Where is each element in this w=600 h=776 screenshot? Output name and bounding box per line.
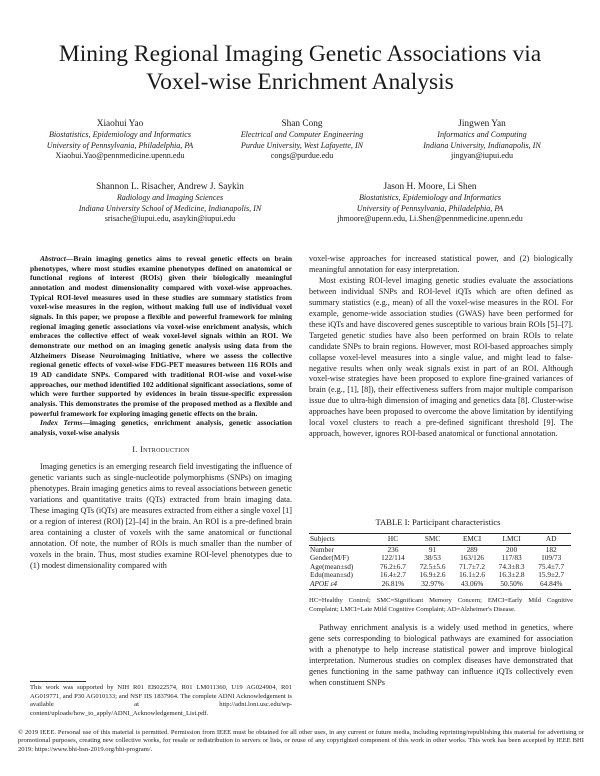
table-header-row bbox=[309, 534, 571, 546]
table-cell: 76.2±6.7 bbox=[380, 561, 406, 571]
right-column bbox=[309, 254, 573, 440]
table-cell: 16.9±2.6 bbox=[419, 570, 446, 580]
table-cell: Gender(M/F) bbox=[310, 553, 349, 563]
table-header-cell: AD bbox=[531, 534, 571, 546]
author-block-5 bbox=[320, 181, 540, 225]
paper-title bbox=[20, 40, 580, 96]
table-cell: Age(mean±sd) bbox=[310, 561, 354, 571]
author-institution: University of Pennsylvania, Philadelphia, PA bbox=[46, 140, 194, 150]
author-name: Jingwen Yan bbox=[458, 119, 506, 129]
table-cell: 26.81% bbox=[373, 580, 413, 589]
table-cell: 43.06% bbox=[452, 580, 492, 589]
right-paragraph-1: voxel-wise approaches for increased statistical power, and (2) biologically meaningful annotation for easy interpretation. bbox=[309, 254, 573, 274]
author-dept: Informatics and Computing bbox=[437, 130, 527, 139]
table-cell: 91 bbox=[428, 544, 437, 554]
copyright-notice: © 2019 IEEE. Personal use of this material is permitted. Permission from IEEE must be obtained for all other uses, in any current or future media, including reprinting/republishing this material for advertising or promotional purposes, creating new collective works, for resale or redistribution to servers or lists, or reuse of any copyrighted component of this work in other works. This work has been accepted by IEEE BHI 2019: https://www.bhi-bsn-2019.org/bhi-program/. bbox=[18, 729, 584, 753]
table-cell: 182 bbox=[545, 544, 557, 554]
author-email[interactable]: congs@purdue.edu bbox=[270, 151, 334, 161]
author-block-2 bbox=[212, 118, 392, 162]
table-cell: 38/53 bbox=[424, 553, 441, 563]
table-row bbox=[309, 580, 571, 589]
author-name: Shan Cong bbox=[281, 119, 323, 129]
table-header-cell: Subjects bbox=[309, 534, 373, 546]
table-cell: 50.50% bbox=[492, 580, 532, 589]
left-column bbox=[30, 254, 292, 572]
abstract-label: Abstract bbox=[40, 254, 66, 263]
author-dept: Biostatistics, Epidemiology and Informatics bbox=[48, 130, 192, 139]
table-cell: 74.3±8.3 bbox=[498, 561, 525, 571]
table-cell: 236 bbox=[387, 544, 399, 554]
table-cell: 16.1±2.6 bbox=[459, 570, 486, 580]
table-header-cell: LMCI bbox=[492, 534, 532, 546]
author-email[interactable]: srisache@iupui.edu, asaykin@iupui.edu bbox=[104, 214, 236, 224]
intro-paragraph-1: Imaging genetics is an emerging research field investigating the influence of genetic variants such as single-nucleotide polymorphisms (SNPs) on imaging phenotypes. Brain imaging genetics aims to reveal associations between genetic variations and quantitative traits (QTs) extracted from brain imaging data. These imaging QTs (iQTs) are measures extracted from either a single voxel [1] or a region of interest (ROI) [2]–[4] in the brain. An ROI is a pre-defined brain area containing a cluster of voxels with the same anatomical or functional annotation. Of note, the number of ROIs is much smaller than the number of voxels in the brain. Thus, most studies examine ROI-level phenotypes due to (1) modest dimensionality compared with bbox=[30, 462, 292, 570]
table-cell: 32.97% bbox=[413, 580, 453, 589]
right-column-lower bbox=[309, 623, 573, 689]
table-cell: 122/114 bbox=[381, 553, 405, 563]
title-line-1: Mining Regional Imaging Genetic Associations via bbox=[58, 41, 542, 67]
title-line-2: Voxel-wise Enrichment Analysis bbox=[146, 69, 454, 95]
table-cell: Number bbox=[310, 544, 334, 554]
right-paragraph-2: Most existing ROI-level imaging genetic studies evaluate the associations between individual SNPs and ROI-level iQTs which are often defined as summary statistics (e.g., mean) of all the voxel-wise measures in the ROI. For example, genome-wide association studies (GWAS) have been performed for these iQTs and have discovered genes susceptible to various brain ROIs [5]–[7]. Targeted genetic studies have also been performed on brain ROIs to relate candidate SNPs to brain regions. However, most ROI-based approaches simply collapse voxel-level measures into a single value, and might lead to false-negative results when only weak signals exist in part of an ROI. Although voxel-wise strategies have been proposed to explore fine-grained variances of brain (e.g., [1], [8]), their effectiveness suffers from major multiple comparison issue due to ultra-high dimension of imaging and genetics data [8]. Cluster-wise approaches have been proposed to overcome the above limitation by identifying local voxel clusters to reach a pre-defined significant threshold [9]. The approach, however, ignores ROI-based anatomical or functional annotation. bbox=[309, 275, 573, 439]
footnote: This work was supported by NIH R01 EB022574, R01 LM011360, U19 AG024904, R01 AG019771, and P30 AG010133; and NSF IIS 1837964. The complete ADNI Acknowledgement is available at http://adni.loni.usc.edu/wp-content/uploads/how_to_apply/ADNI_Acknowledgement_List.pdf. bbox=[30, 684, 292, 717]
table-caption: TABLE I: Participant characteristics bbox=[375, 517, 501, 527]
right-paragraph-3: Pathway enrichment analysis is a widely used method in genetics, where gene sets corresponding to biological pathways are examined for association with a phenotype to help increase statistical power and improve biological interpretation. Numerous studies on complex diseases have demonstrated that genes functioning in the same pathway can influence iQTs collectively even when constituent SNPs bbox=[309, 623, 573, 687]
author-email[interactable]: jingyan@iupui.edu bbox=[450, 151, 514, 161]
footnote-rule bbox=[30, 681, 86, 682]
section-number: I. bbox=[132, 445, 138, 455]
index-terms bbox=[30, 418, 292, 437]
author-name: Xiaohui Yao bbox=[96, 119, 144, 129]
author-block-4 bbox=[60, 181, 280, 225]
table-cell: 109/73 bbox=[541, 553, 562, 563]
table-cell: 15.9±2.7 bbox=[538, 570, 565, 580]
author-email[interactable]: Xiaohui.Yao@pennmedicine.upenn.edu bbox=[55, 151, 185, 161]
abstract bbox=[30, 254, 292, 418]
author-email[interactable]: jhmoore@upenn.edu, Li.Shen@pennmedicine.upenn.edu bbox=[337, 214, 523, 224]
author-institution: Purdue University, West Lafayette, IN bbox=[240, 140, 364, 150]
author-dept: Electrical and Computer Engineering bbox=[240, 130, 364, 139]
table-cell: APOE ε4 bbox=[309, 580, 373, 589]
table-cell: 117/83 bbox=[501, 553, 522, 563]
author-institution: Indiana University School of Medicine, Indianapolis, IN bbox=[78, 203, 262, 213]
table-note: HC=Healthy Control; SMC=Significant Memory Concern; EMCI=Early Mild Cognitive Complaint; LMCI=Late Mild Cognitive Complaint; AD=Alzheimer's Disease. bbox=[309, 597, 573, 613]
table-cell: 200 bbox=[506, 544, 518, 554]
author-dept: Radiology and Imaging Sciences bbox=[116, 193, 224, 202]
table-header-cell: SMC bbox=[413, 534, 453, 546]
author-block-3 bbox=[392, 118, 572, 162]
author-name: Shannon L. Risacher, Andrew J. Saykin bbox=[96, 182, 244, 192]
table-cell: 71.7±7.2 bbox=[459, 561, 486, 571]
table-cell: 72.5±5.6 bbox=[419, 561, 446, 571]
index-terms-text: —imaging genetics, enrichment analysis, genetic association analysis, voxel-wise analysis bbox=[30, 418, 293, 437]
author-dept: Biostatistics, Epidemiology and Informatics bbox=[358, 193, 502, 202]
section-title: Introduction bbox=[140, 445, 190, 455]
author-institution: University of Pennsylvania, Philadelphia, PA bbox=[356, 203, 504, 213]
author-institution: Indiana University, Indianapolis, IN bbox=[423, 140, 541, 150]
author-block-1 bbox=[30, 118, 210, 162]
table-cell: Edu(mean±sd) bbox=[310, 570, 353, 580]
author-name: Jason H. Moore, Li Shen bbox=[383, 182, 477, 192]
table-cell: 75.4±7.7 bbox=[538, 561, 565, 571]
table-cell: 64.84% bbox=[531, 580, 571, 589]
abstract-text: —Brain imaging genetics aims to reveal genetic effects on brain phenotypes, where most studies examine phenotypes defined on anatomical or functional regions of interest (ROIs) given their biologically meaningful annotation and modest dimensionality compared with voxel-wise approaches. Typical ROI-level measures used in these studies are summary statistics from voxel-wise measures in the region, without making full use of individual voxel signals. In this paper, we propose a flexible and powerful framework for mining regional imaging genetic associations via voxel-wise enrichment analysis, which embraces the collective effect of weak voxel-level signals within an ROI. We demonstrate our method on an imaging genetic analysis using data from the Alzheimers Disease Neuroimaging Initiative, where we assess the collective regional genetic effects of voxel-wise FDG-PET measures between 116 ROIs and 19 AD candidate SNPs. Compared with traditional ROI-wise and voxel-wise approaches, our method identified 102 additional significant associations, some of which were further supported by evidences in brain tissue-specific expression analysis. This demonstrates the promise of the proposed method as a flexible and powerful framework for exploring imaging genetic effects on the brain. bbox=[30, 254, 292, 418]
table-cell: 16.4±2.7 bbox=[380, 570, 406, 580]
section-heading-introduction bbox=[30, 445, 292, 456]
index-terms-label: Index Terms bbox=[40, 418, 83, 428]
table-header-cell: EMCI bbox=[452, 534, 492, 546]
table-cell: 289 bbox=[466, 544, 478, 554]
participant-table bbox=[309, 533, 571, 590]
table-cell: 163/126 bbox=[460, 553, 485, 563]
table-cell: 16.3±2.8 bbox=[498, 570, 525, 580]
table-header-cell: HC bbox=[373, 534, 413, 546]
